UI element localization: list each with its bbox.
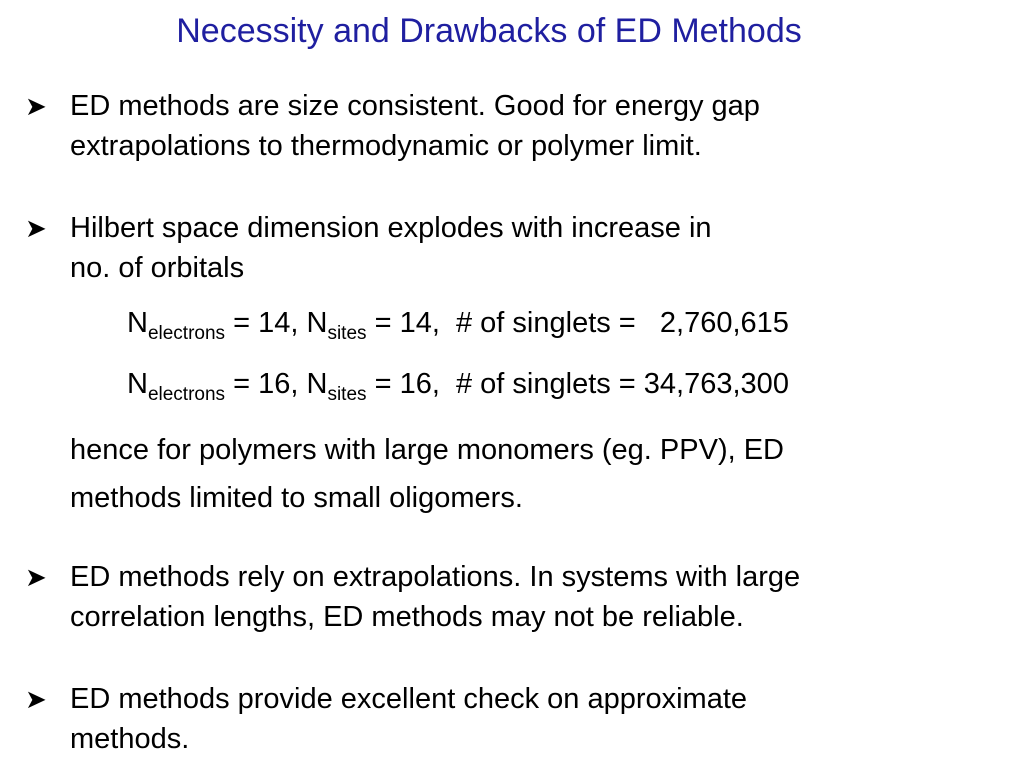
hence-paragraph (0, 426, 1000, 522)
paragraph-line: methods limited to small oligomers. (70, 482, 523, 514)
bullet-text-line: ED methods are size consistent. Good for energy gap (70, 90, 760, 122)
arrow-bullet-icon: ➤ (25, 213, 47, 243)
page-title: Necessity and Drawbacks of ED Methods (176, 12, 802, 50)
n-symbol: N (306, 368, 328, 400)
bullet-text-line: no. of orbitals (70, 252, 245, 284)
bullet-text-line: Hilbert space dimension explodes with increase in (70, 212, 712, 244)
electrons-value: = 16, (225, 368, 307, 400)
bullet-text-line: ED methods rely on extrapolations. In systems with large (70, 561, 801, 593)
n-symbol: N (306, 307, 328, 339)
bullet-size-consistent (0, 86, 1000, 166)
arrow-bullet-icon: ➤ (25, 562, 47, 592)
arrow-bullet-icon: ➤ (25, 91, 47, 121)
formula-16-sites (127, 364, 789, 404)
bullet-text-line: methods. (70, 723, 190, 755)
bullet-hilbert-space (0, 208, 1000, 288)
n-symbol: N (127, 368, 148, 400)
arrow-bullet-icon: ➤ (25, 684, 47, 714)
bullet-text-line: extrapolations to thermodynamic or polymer limit. (70, 130, 702, 162)
electrons-subscript: electrons (147, 384, 226, 405)
paragraph-line: hence for polymers with large monomers (eg. PPV), ED (70, 434, 784, 466)
bullet-extrapolations (0, 557, 1000, 637)
electrons-subscript: electrons (147, 323, 226, 344)
n-symbol: N (127, 307, 148, 339)
sites-subscript: sites (327, 384, 367, 405)
sites-subscript: sites (327, 323, 367, 344)
bullet-text-line: correlation lengths, ED methods may not be reliable. (70, 601, 744, 633)
sites-value: = 14, # of singlets = 2,760,615 (366, 307, 789, 339)
electrons-value: = 14, (225, 307, 307, 339)
formula-14-sites (127, 303, 789, 343)
bullet-excellent-check (0, 679, 1000, 759)
sites-value: = 16, # of singlets = 34,763,300 (366, 368, 789, 400)
bullet-text-line: ED methods provide excellent check on approximate (70, 683, 748, 715)
